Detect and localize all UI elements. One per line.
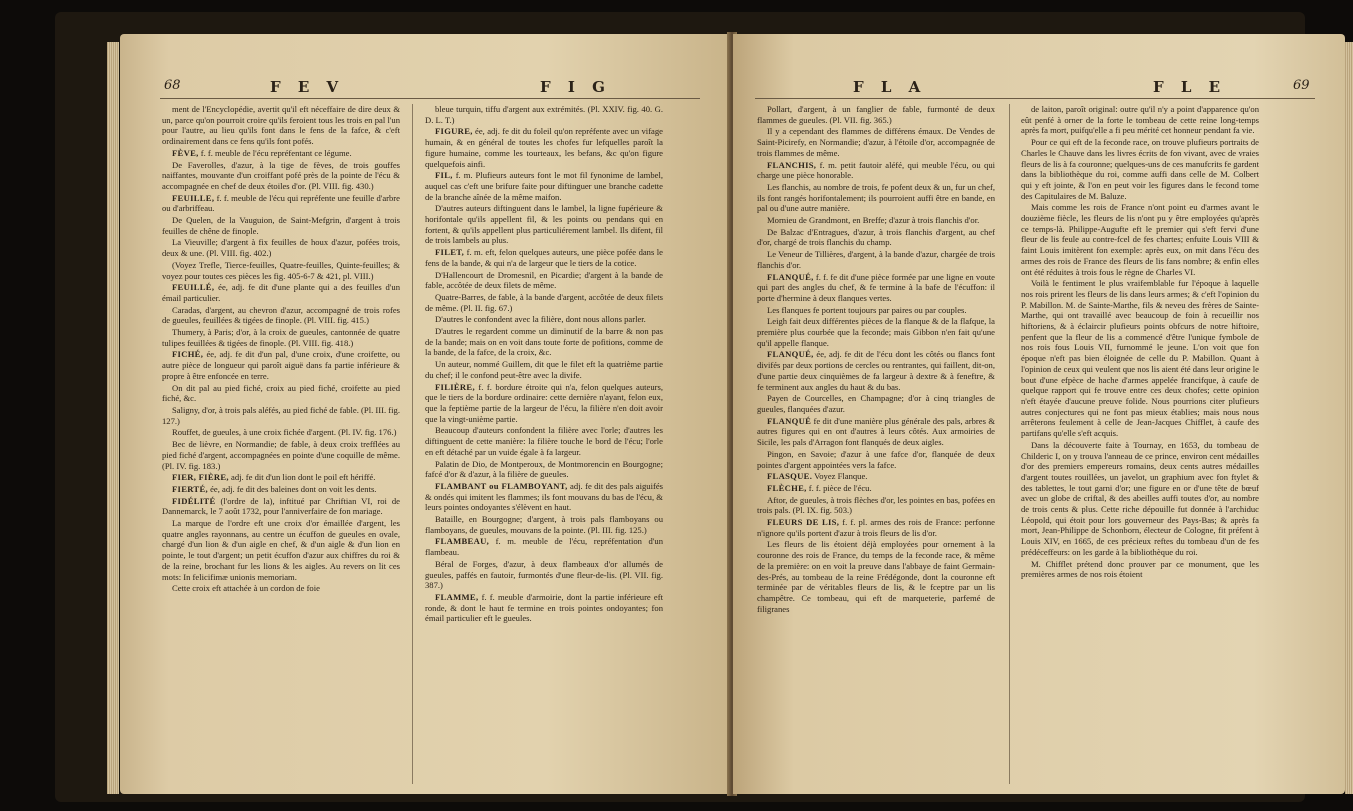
dictionary-paragraph (757, 416, 995, 448)
entry-text: Mais comme les rois de France n'ont point eu d'armes avant le douzième fiècle, les fleurs de lis n'ont pu y être employées qu'après ce temps-là. Philippe-Augufte eft le premier qui s'eft fervi d'une fleur de lis feule au contre-fcel de fes chartes; enfuite Louis VIII & faint Louis imitèrent fon exemple: après eux, on mit dans l'écu des armes des rois de France des fleurs de lis fans nombre; & enfin elles ont été réduites à trois fous le règne de Charles VI. (1021, 202, 1259, 277)
dictionary-paragraph (162, 496, 400, 517)
right-page (733, 34, 1345, 794)
entry-text: Rouffet, de gueules, à une croix fichée d'argent. (Pl. IV. fig. 176.) (172, 427, 397, 438)
entry-text: adj. fe dit d'un lion dont le poil eft hériffé. (231, 472, 376, 483)
entry-term: FÈVE, (172, 147, 199, 158)
dictionary-paragraph (162, 305, 400, 326)
entry-text: D'autres auteurs diftinguent dans le lambel, la ligne fupérieure & horifontale qu'ils appellent fil, & les points ou pendans qui en fortent, & qu'ils appellent plus particuliérement lambel. Ils difent, fil de trois lambels au plus. (425, 203, 663, 246)
dictionary-paragraph (425, 592, 663, 624)
dictionary-paragraph (757, 305, 995, 316)
entry-term: FICHÉ, (172, 349, 204, 360)
dictionary-paragraph (162, 518, 400, 582)
dictionary-paragraph (162, 104, 400, 147)
entry-text: f. m. petit fautoir aléfé, qui meuble l'écu, ou qui charge une pièce honorable. (757, 159, 995, 181)
entry-text: Bataille, en Bourgogne; d'argent, à trois pals flamboyans ou flamboyans, de gueules, mouvans de la pointe. (Pl. III. fig. 125.) (425, 514, 663, 535)
entry-term: FLANQUÉ, (767, 271, 814, 282)
dictionary-paragraph (162, 427, 400, 438)
dictionary-paragraph (162, 439, 400, 471)
dictionary-paragraph (757, 483, 995, 494)
dictionary-paragraph (425, 359, 663, 380)
entry-text: Bec de lièvre, en Normandie; de fable, à deux croix trefflées au pied fiché d'argent, accompagnées en pointe d'une coquille de même. (Pl. IV. fig. 183.) (162, 439, 400, 471)
right-column-2 (1021, 104, 1259, 784)
dictionary-paragraph (757, 272, 995, 304)
dictionary-paragraph (1021, 440, 1259, 558)
dictionary-paragraph (757, 517, 995, 538)
dictionary-paragraph (425, 382, 663, 425)
dictionary-paragraph (425, 481, 663, 513)
entry-text: ée, adj. fe dit des baleines dont on voit les dents. (210, 483, 377, 494)
dictionary-paragraph (757, 126, 995, 158)
dictionary-paragraph (162, 383, 400, 404)
dictionary-paragraph (425, 247, 663, 268)
entry-text: f. f. pl. armes des rois de France: perfonne n'ignore qu'ils portent d'azur à trois fleurs de lis d'or. (757, 517, 995, 538)
dictionary-paragraph (757, 316, 995, 348)
entry-text: f. f. pièce de l'écu. (808, 482, 872, 493)
entry-term: FLEURS DE LIS, (767, 517, 840, 528)
dictionary-paragraph (425, 104, 663, 125)
entry-text: f. f. bordure étroite qui n'a, felon quelques auteurs, que le tiers de la bordure ordinaire: cette dernière n'ayant, felon eux, que la feptième partie de la largeur de l'écu, la filière n'en doit avoir que la vingt-unième partie. (425, 381, 663, 424)
entry-term: FEUILLÉ, (172, 282, 215, 293)
entry-text: De Balzac d'Entragues, d'azur, à trois flanchis d'argent, au chef d'or, chargé de trois flanchis du champ. (757, 226, 995, 248)
dictionary-paragraph (162, 484, 400, 495)
entry-text: de laiton, paroît original: outre qu'il n'y a point d'apparence qu'on eût penfé à orner de la forte le tombeau de cette reine long-temps après fa mort, puifqu'elle a fi peu mérité cet honneur pendant fa vie. (1021, 104, 1259, 136)
entry-text: Leigh fait deux différentes pièces de la flanque & de la flafque, la première plus courbée que la feconde; mais Gibbon n'en fait qu'une qu'il appelle flanque. (757, 316, 995, 348)
dictionary-paragraph (757, 182, 995, 214)
dictionary-paragraph (1021, 137, 1259, 201)
dictionary-paragraph (162, 472, 400, 483)
left-column-divider (412, 104, 413, 784)
dictionary-paragraph (757, 449, 995, 470)
left-page-edges (107, 42, 119, 794)
left-running-head-2: F I G (540, 78, 611, 96)
entry-text: adj. fe dit des pals aiguifés & ondés qui imitent les flammes; ils font mouvans du bas de l'écu, & leurs pointes ondoyantes s'élèvent en haut. (425, 480, 663, 513)
dictionary-paragraph (425, 314, 663, 325)
open-book (55, 12, 1310, 802)
dictionary-paragraph (162, 349, 400, 381)
entry-term: FLAMBANT ou FLAMBOYANT, (435, 480, 568, 491)
entry-text: Les fleurs de lis étoient déjà employées pour ornement à la couronne des rois de France, du temps de la feconde race, & même de la première: on en voit la preuve dans l'abbaye de faint Germain-des-Prés, au tombeau de la reine Frédégonde, dont la couronne eft terminée par de véritables fleurs de lis, & le fceptre par un lis champêtre. Ce tombeau, qui eft de marqueterie, parfemé de filigranes (757, 539, 995, 614)
entry-text: Mornieu de Grandmont, en Breffe; d'azur à trois flanchis d'or. (767, 215, 980, 226)
entry-text: Pingon, en Savoie; d'azur à une fafce d'or, flanquée de deux pointes d'argent appointées vers la fafce. (757, 448, 995, 470)
right-head-rule (755, 98, 1315, 99)
entry-term: FLANQUÉ, (767, 349, 814, 360)
left-column-1 (162, 104, 400, 784)
entry-text: bleue turquin, tiffu d'argent aux extrémités. (Pl. XXIV. fig. 40. G. D. L. T.) (425, 104, 663, 125)
entry-text: Les flanchis, au nombre de trois, fe pofent deux & un, fur un chef, ils font rangés horifontalement; ils pourroient auffi être en bande, en pal ou d'une autre manière. (757, 181, 995, 214)
entry-text: ée, adj. fe dit de l'écu dont les côtés ou flancs font divifés par deux portions de cercles ou rentrantes, qui faillent, dit-on, d'une partie deux cinquièmes de fa largeur à dextre & à feneftre, & fe terminent aux angles du haut & du bas. (757, 349, 995, 392)
dictionary-paragraph (1021, 202, 1259, 277)
dictionary-paragraph (425, 203, 663, 246)
entry-term: FIDÉLITÉ (172, 495, 216, 506)
entry-term: FLASQUE. (767, 471, 813, 482)
right-running-head-2: F L E (1153, 78, 1227, 96)
entry-text: Dans la découverte faite à Tournay, en 1653, du tombeau de Childeric I, on y trouva l'anneau de ce prince, environ cent médailles d'or des premiers empereurs romains, deux cents autres médailles d'argent toutes rouillées, un javelot, un graphium avec fon ftylet & des tablettes, le tout garni d'or; une figure en or d'une tête de bœuf avec un globe de criftal, & des abeilles auffi toutes d'or, au nombre de trois cents & plus. Cette riche dépouille fut donnée à l'archiduc Léopold, qui étoit pour lors gouverneur des Pays-Bas; & après fa mort, Jean-Philippe de Schonborn, électeur de Cologne, fit préfent à Louis XIV, en 1665, de ces précieux reftes du tombeau d'un de fes prédéceffeurs: on les garde à la bibliothèque du roi. (1021, 439, 1259, 557)
entry-text: Saligny, d'or, à trois pals aléfés, au pied fiché de fable. (Pl. III. fig. 127.) (162, 404, 400, 426)
dictionary-paragraph (162, 148, 400, 159)
dictionary-paragraph (162, 215, 400, 236)
entry-text: ment de l'Encyclopédie, avertit qu'il eft néceffaire de dire deux & un, parce qu'on pourroit croire qu'ils feroient tous les trois en pal l'un pour l'autre, au lieu qu'ils font dans le fens de la fafce, & c'eft ordinairement dans ce fens qu'ils font pofés. (162, 104, 400, 147)
dictionary-paragraph (425, 126, 663, 169)
entry-text: Palatin de Dio, de Montperoux, de Montmorencin en Bourgogne; fafcé d'or & d'azur, à la filière de gueules. (425, 458, 663, 480)
entry-term: FEUILLE, (172, 192, 215, 203)
dictionary-paragraph (425, 536, 663, 557)
dictionary-paragraph (425, 270, 663, 291)
entry-text: fe dit d'une manière plus générale des pals, arbres & autres figures qui en ont d'autres à leurs côtés. Aux armoiries de Sicile, les pals d'Arragon font flanqués de deux aigles. (757, 415, 995, 448)
entry-text: Cette croix eft attachée à un cordon de foie (172, 583, 320, 594)
entry-text: Pollart, d'argent, à un fanglier de fable, furmonté de deux flammes de gueules. (Pl. VII. fig. 365.) (757, 104, 995, 125)
dictionary-paragraph (757, 471, 995, 482)
left-column-2 (425, 104, 663, 784)
entry-term: FLANQUÉ (767, 415, 812, 426)
entry-text: Le Veneur de Tillières, d'argent, à la bande d'azur, chargée de trois flanchis d'or. (757, 249, 995, 270)
dictionary-paragraph (757, 160, 995, 181)
entry-text: ée, adj. fe dit d'un pal, d'une croix, d'une croifette, ou autre pièce de longueur qui paroît aiguë dans fa partie inférieure & propre à être enfoncée en terre. (162, 349, 400, 381)
dictionary-paragraph (162, 160, 400, 192)
entry-text: Voilà le fentiment le plus vraifemblable fur l'époque à laquelle nos rois prirent les fleurs de lis dans leurs armes; & c'eft l'opinion du P. Mabillon. M. de Sainte-Marthe, fils & neveu des frères de Sainte-Marthe, qui ont travaillé avec beaucoup de foin à recueillir nos hiftoriens, & à éclaircir plufieurs points obfcurs de notre hiftoire, penfent que la fleur de lis a commencé d'être l'unique fymbole de nos rois fous Louis VII, furnommé le jeune. L'on voit que fon époque n'eft pas bien éloignée de celle du P. Mabillon. Quant à l'opinion de ceux qui veulent que nos lis aient été dans leur origine le bout d'une efpèce de hache d'armes appelée francifque, à caufe de quelque rapport qui fe trouve entre ces deux chofes; cette opinion n'eft étayée d'aucune preuve folide. Nous pourrions citer plufieurs autres conjectures qui ne font pas mieux établies; mais nous nous arrêterons feulement à celle de Jean-Jacques Chifflet, à caufe des partifans qu'elle s'eft acquis. (1021, 278, 1259, 439)
entry-text: D'Hallencourt de Dromesnil, en Picardie; d'argent à la bande de fable, accôtée de deux filets de même. (425, 269, 663, 291)
entry-term: FLÈCHE, (767, 482, 807, 493)
dictionary-paragraph (425, 425, 663, 457)
dictionary-paragraph (757, 393, 995, 414)
entry-text: ée, adj. fe dit d'une plante qui a des feuilles d'un émail particulier. (162, 282, 400, 303)
dictionary-paragraph (162, 260, 400, 281)
dictionary-paragraph (757, 215, 995, 226)
entry-text: Aftor, de gueules, à trois flèches d'or, les pointes en bas, pofées en trois pals. (Pl. IX. fig. 503.) (757, 494, 995, 516)
entry-term: FIERTÉ, (172, 483, 208, 494)
dictionary-paragraph (162, 193, 400, 214)
right-column-divider (1009, 104, 1010, 784)
left-running-head-1: F E V (270, 78, 345, 96)
entry-text: f. f. fe dit d'une pièce formée par une ligne en voute qui part des angles du chef, & fe termine à la bafe de l'écuffon: il porte d'hermine à deux flanques vertes. (757, 271, 995, 303)
dictionary-paragraph (162, 405, 400, 426)
entry-text: La marque de l'ordre eft une croix d'or émaillée d'argent, les quatre angles rayonnans, au centre un écuffon de gueules en ovale, chargé d'un lion & d'un aigle en chef, & d'un aigle & d'un lion en pointe, le tout d'argent; un petit écuffon d'azur aux chiffres du roi & de la reine, brochant fur les lions & les aigles. Au revers on lit ces mots: In felicifimæ unionis memoriam. (162, 518, 400, 582)
entry-text: On dit pal au pied fiché, croix au pied fiché, croifette au pied fiché, &c. (162, 382, 400, 404)
entry-text: f. m. eft, felon quelques auteurs, une pièce pofée dans le fens de la bande, & qui n'a de largeur que le tiers de la cotice. (425, 247, 663, 268)
dictionary-paragraph (1021, 104, 1259, 136)
dictionary-paragraph (757, 495, 995, 516)
dictionary-paragraph (757, 249, 995, 270)
dictionary-paragraph (425, 326, 663, 358)
left-head-rule (160, 98, 700, 99)
entry-text: Quatre-Barres, de fable, à la bande d'argent, accôtée de deux filets de même. (Pl. II. fig. 67.) (425, 291, 663, 313)
dictionary-paragraph (425, 170, 663, 202)
entry-text: Voyez Flanque. (814, 471, 868, 482)
entry-term: FILET, (435, 247, 465, 258)
dictionary-paragraph (162, 327, 400, 348)
dictionary-paragraph (757, 104, 995, 125)
entry-text: La Vieuville; d'argent à fix feuilles de houx d'azur, pofées trois, deux & une. (Pl. VIII. fig. 402.) (162, 237, 400, 259)
dictionary-paragraph (162, 583, 400, 594)
entry-text: Beaucoup d'auteurs confondent la filière avec l'orle; d'autres les diftinguent de cette manière: la filière touche le bord de l'écu; l'orle en eft détaché par un vuide égale à fa largeur. (425, 425, 663, 457)
entry-text: Il y a cependant des flammes de différens émaux. De Vendes de Saint-Picirefy, en Normandie; d'azur, à l'étoile d'or, accompagnée de trois flammes de même. (757, 126, 995, 158)
entry-text: (Voyez Trefle, Tierce-feuilles, Quatre-feuilles, Quinte-feuilles; & voyez pour toutes ces pièces les fig. 405-6-7 & 421, pl. VIII.) (162, 259, 400, 281)
right-running-head-1: F L A (853, 78, 927, 96)
entry-text: f. f. meuble de l'écu repréfentant ce légume. (200, 147, 352, 158)
entry-term: FIL, (435, 170, 453, 181)
entry-text: Caradas, d'argent, au chevron d'azur, accompagné de trois rofes de gueules, feuillées & tigées de finople. (Pl. VIII. fig. 415.) (162, 304, 400, 326)
dictionary-paragraph (425, 459, 663, 480)
entry-text: f. m. Plufieurs auteurs font le mot fil fynonime de lambel, auquel cas c'eft une brifure faite pour diftinguer une branche cadette de la branche aînée de la même maifon. (425, 170, 663, 202)
entry-text: Un auteur, nommé Guillem, dit que le filet eft la quatrième partie du chef; il le confond peut-être avec la divife. (425, 359, 663, 380)
entry-text: f. m. meuble de l'écu, repréfentation d'un flambeau. (425, 536, 663, 558)
dictionary-paragraph (1021, 278, 1259, 439)
entry-text: D'autres le confondent avec la filière, dont nous allons parler. (435, 314, 646, 325)
entry-text: De Faverolles, d'azur, à la tige de fèves, de trois gouffes naiffantes, mouvante d'un croiffant pofé près de la pointe de l'écu & accompagnée en chef de deux étoiles d'or. (Pl. VIII. fig. 430.) (162, 159, 400, 191)
entry-term: FILIÈRE, (435, 381, 475, 392)
right-page-edges (1345, 42, 1353, 794)
dictionary-paragraph (425, 514, 663, 535)
entry-term: FLANCHIS, (767, 159, 817, 170)
entry-text: Les flanques fe portent toujours par paires ou par couples. (767, 304, 967, 315)
entry-text: Pour ce qui eft de la feconde race, on trouve plufieurs portraits de Charles le Chauve dans les livres écrits de fon vivant, avec de vraies fleurs de lis à fa couronne; quelques-uns de ces manufcrits fe gardent dans la bibliothèque du roi, comme auffi dans celle de M. Colbert qui y eft jointe, & l'on en peut voir les figures dans le fecond tome des Capitulaires de M. Baluze. (1021, 137, 1259, 201)
entry-term: FIER, FIÈRE, (172, 472, 229, 483)
entry-term: FIGURE, (435, 126, 473, 137)
entry-text: Payen de Courcelles, en Champagne; d'or à cinq triangles de gueules, flanquées d'azur. (757, 393, 995, 414)
entry-text: f. f. meuble de l'écu qui repréfente une feuille d'arbre ou d'arbriffeau. (162, 192, 400, 214)
right-column-1 (757, 104, 995, 784)
dictionary-paragraph (162, 282, 400, 303)
entry-text: ée, adj. fe dit du foleil qu'on repréfente avec un vifage humain, & en général de toutes les chofes fur lefquelles paroît la figure humaine, comme les tourteaux, les befans, &c qu'on figure quelquefois ainfi. (425, 126, 663, 169)
entry-text: M. Chifflet prétend donc prouver par ce monument, que les premières armes de nos rois étoient (1021, 558, 1259, 580)
entry-text: D'autres le regardent comme un diminutif de la barre & non pas de la bande; mais on en voit dans toute forte de pofitions, comme de la bande, de la fafce, de la croix, &c. (425, 326, 663, 358)
entry-text: f. f. meuble d'armoirie, dont la partie inférieure eft ronde, & dont le haut fe termine en trois pointes ondoyantes; fon émail particulier eft le gueules. (425, 591, 663, 624)
entry-text: De Quelen, de la Vauguion, de Saint-Mefgrin, d'argent à trois feuilles de chêne de finople. (162, 215, 400, 236)
entry-text: Béral de Forges, d'azur, à deux flambeaux d'or allumés de gueules, paffés en fautoir, furmontés d'une fleur-de-lis. (Pl. VII. fig. 387.) (425, 558, 663, 591)
left-page (120, 34, 728, 794)
dictionary-paragraph (757, 539, 995, 614)
entry-term: FLAMBEAU, (435, 536, 490, 547)
entry-term: FLAMME, (435, 591, 479, 602)
left-page-number: 68 (164, 78, 181, 93)
dictionary-paragraph (425, 292, 663, 313)
entry-text: (l'ordre de la), inftitué par Chriftian VI, roi de Dannemarck, le 7 août 1732, pour l'anniverfaire de fon mariage. (162, 495, 400, 517)
entry-text: Thumery, à Paris; d'or, à la croix de gueules, cantonnée de quatre tulipes feuillées & tigées de finople. (Pl. VIII. fig. 418.) (162, 327, 400, 348)
right-page-number: 69 (1293, 78, 1310, 93)
dictionary-paragraph (425, 559, 663, 591)
dictionary-paragraph (757, 349, 995, 392)
dictionary-paragraph (162, 237, 400, 258)
dictionary-paragraph (757, 227, 995, 248)
dictionary-paragraph (1021, 559, 1259, 580)
